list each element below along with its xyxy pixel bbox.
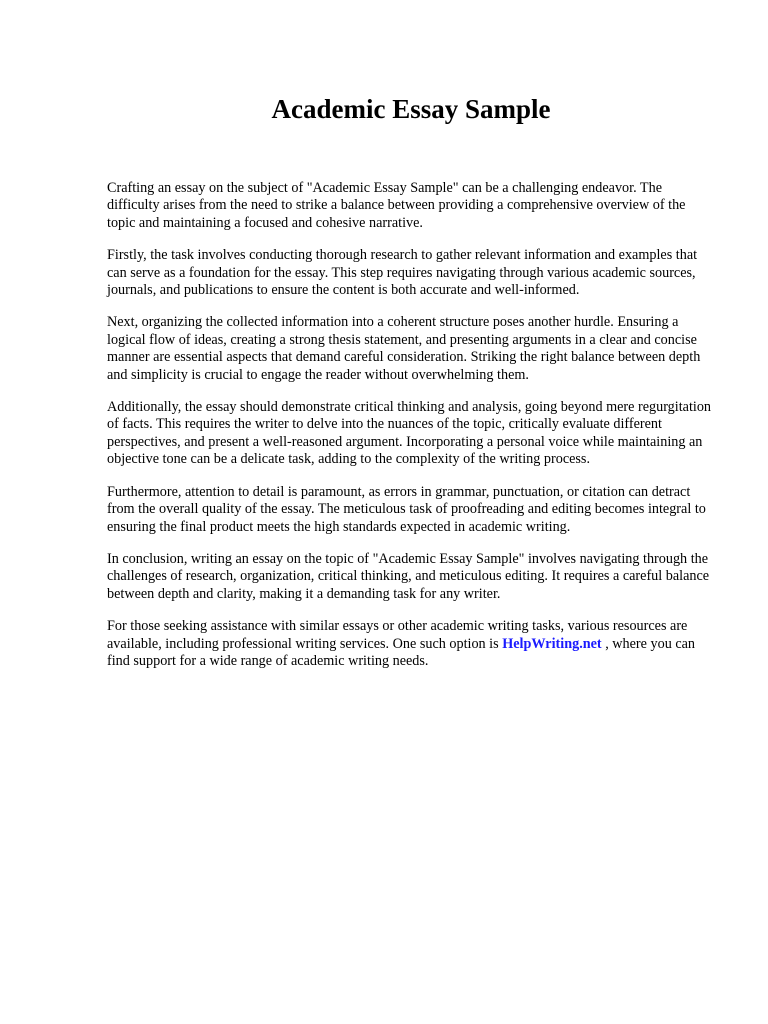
paragraph-intro: Crafting an essay on the subject of "Academic Essay Sample" can be a challenging endeavor. The difficulty arises from the need to strike a balance between providing a comprehensive overview of the topic and maintaining a focused and cohesive narrative.: [107, 180, 686, 231]
essay-body: [107, 180, 717, 685]
helpwriting-link[interactable]: HelpWriting.net: [502, 635, 602, 652]
resources-text-before-link: For those seeking assistance with similar essays or other academic writing tasks, various resources are available, including professional writing services. One such option is: [107, 618, 688, 652]
resources-text-after-link: , where you can find support for a wide range of academic writing needs.: [107, 635, 696, 669]
paragraph-organization: Next, organizing the collected information into a coherent structure poses another hurdle. Ensuring a logical flow of ideas, creating a strong thesis statement, and presenting arguments in a clear and concise manner are essential aspects that demand careful consideration. Striking the right balance between depth and simplicity is crucial to engage the reader without overwhelming them.: [107, 314, 701, 383]
paragraph-research: Firstly, the task involves conducting thorough research to gather relevant information and examples that can serve as a foundation for the essay. This step requires navigating through various academic sources, journals, and publications to ensure the content is both accurate and well-informed.: [107, 247, 698, 299]
paragraph-proofreading: Furthermore, attention to detail is paramount, as errors in grammar, punctuation, or citation can detract from the overall quality of the essay. The meticulous task of proofreading and editing becomes integral to ensuring the final product meets the high standards expected in academic writing.: [107, 483, 706, 535]
paragraph-resources: [107, 618, 717, 670]
page-title: Academic Essay Sample: [271, 94, 551, 124]
paragraph-critical-thinking: Additionally, the essay should demonstrate critical thinking and analysis, going beyond mere regurgitation of facts. This requires the writer to delve into the nuances of the topic, critically evaluate different perspectives, and present a well-reasoned argument. Incorporating a personal voice while maintaining an objective tone can be a delicate task, adding to the complexity of the writing process.: [107, 399, 712, 468]
paragraph-conclusion: In conclusion, writing an essay on the topic of "Academic Essay Sample" involves navigating through the challenges of research, organization, critical thinking, and meticulous editing. It requires a careful balance between depth and clarity, making it a demanding task for any writer.: [107, 550, 710, 602]
